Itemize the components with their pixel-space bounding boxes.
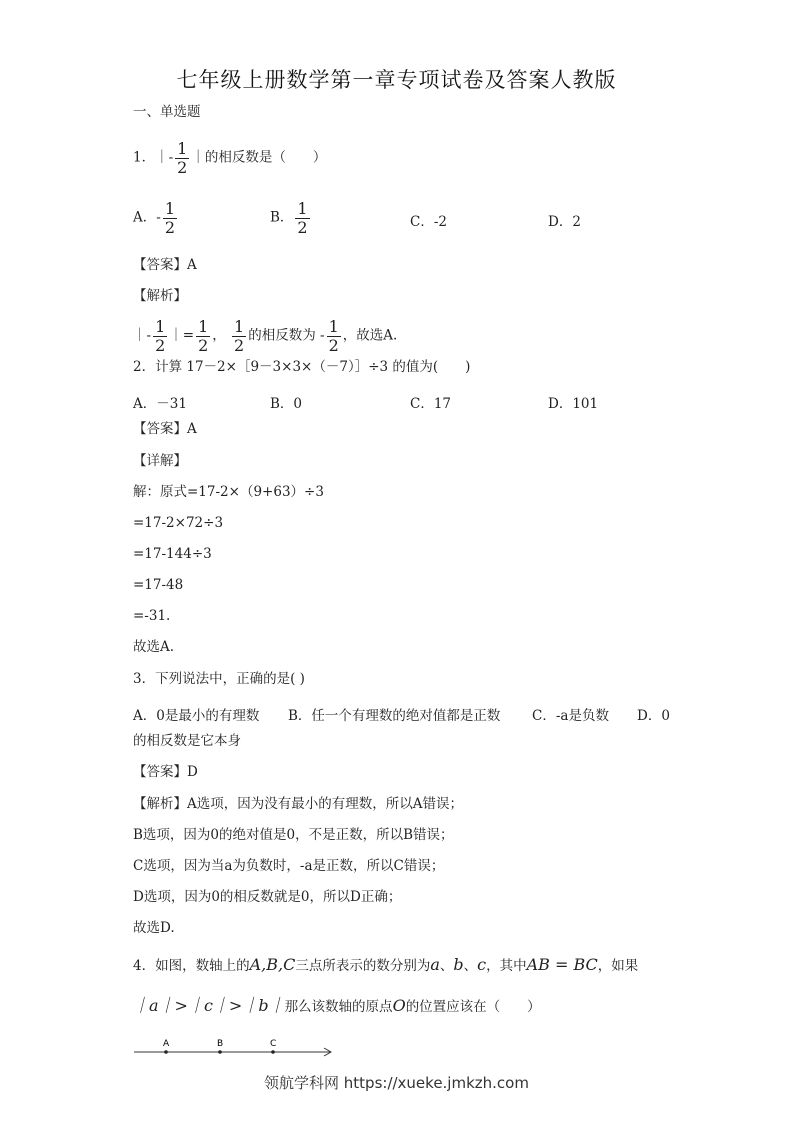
fraction: $\frac{1}{2}$ bbox=[177, 139, 188, 177]
q1-analysis: ｜- $\frac{1}{2}$ ｜= $\frac{1}{2}$ ， $\frac{1}{2}$ 的相反数为 - $\frac{1}{2}$ ，故选A. bbox=[133, 317, 398, 355]
q2-step: 解：原式=17-2×（9+63）÷3 bbox=[133, 484, 324, 500]
q3-analysis-line: B选项，因为0的绝对值是0，不是正数，所以B错误； bbox=[133, 827, 454, 843]
q2-option-a: A．－31 bbox=[133, 396, 187, 412]
q3-answer: 【答案】D bbox=[133, 764, 198, 780]
q3-option-a: A．0是最小的有理数 bbox=[133, 708, 260, 724]
point-b-label: B bbox=[217, 1039, 224, 1049]
q3-analysis-line: C选项，因为当a为负数时，-a是正数，所以C错误； bbox=[133, 858, 445, 874]
q2-answer: 【答案】A bbox=[133, 421, 197, 437]
q1-option-a: A．- $\frac{1}{2}$ bbox=[133, 199, 175, 237]
fraction: $\frac{1}{2}$ bbox=[234, 317, 245, 355]
q2-step: =17-2×72÷3 bbox=[133, 515, 224, 531]
document-title: 七年级上册数学第一章专项试卷及答案人教版 bbox=[176, 68, 617, 92]
point-c-dot bbox=[271, 1050, 275, 1054]
question-3-stem: 3．下列说法中，正确的是( ) bbox=[133, 671, 305, 687]
q1-option-c: C．-2 bbox=[410, 214, 447, 230]
q1-option-b: B． $\frac{1}{2}$ bbox=[270, 199, 308, 237]
fraction: $\frac{1}{2}$ bbox=[297, 199, 308, 237]
q2-option-c: C．17 bbox=[410, 396, 452, 412]
q2-option-b: B．0 bbox=[270, 396, 303, 412]
q3-analysis-line: 【解析】A选项，因为没有最小的有理数，所以A错误； bbox=[133, 796, 463, 812]
q3-analysis-line: D选项，因为0的相反数就是0，所以D正确； bbox=[133, 889, 402, 905]
point-b-dot bbox=[218, 1050, 222, 1054]
q2-step: =-31. bbox=[133, 608, 171, 624]
fraction: $\frac{1}{2}$ bbox=[164, 199, 175, 237]
fraction: $\frac{1}{2}$ bbox=[198, 317, 209, 355]
section-heading: 一、单选题 bbox=[133, 104, 201, 120]
point-a-dot bbox=[164, 1050, 168, 1054]
q2-option-d: D．101 bbox=[548, 396, 599, 412]
q2-step: =17-144÷3 bbox=[133, 546, 212, 562]
q2-detail-label: 【详解】 bbox=[133, 453, 187, 469]
question-1-stem: 1．｜- $\frac{1}{2}$ ｜的相反数是（ ） bbox=[133, 139, 327, 177]
q3-analysis-line: 故选D. bbox=[133, 920, 175, 936]
q3-option-d: D．0 bbox=[637, 708, 670, 724]
footer-watermark: 领航学科网 https://xueke.jmkzh.com bbox=[264, 1074, 529, 1092]
q3-option-c: C．-a是负数 bbox=[532, 708, 609, 724]
q3-option-b: B．任一个有理数的绝对值都是正数 bbox=[288, 708, 501, 724]
fraction: $\frac{1}{2}$ bbox=[155, 317, 166, 355]
number-line-figure bbox=[130, 1034, 340, 1060]
question-2-stem: 2．计算 17－2×［9－3×3×（－7）］÷3 的值为( ) bbox=[133, 359, 471, 375]
q2-step: =17-48 bbox=[133, 577, 184, 593]
question-4-stem: 4．如图，数轴上的A,B,C三点所表示的数分别为a、b、c，其中AB = BC，如果 bbox=[133, 955, 639, 974]
point-a-label: A bbox=[163, 1039, 170, 1049]
q1-answer: 【答案】A bbox=[133, 257, 197, 273]
point-c-label: C bbox=[270, 1039, 277, 1049]
q1-analysis-label: 【解析】 bbox=[133, 288, 187, 304]
q2-step: 故选A. bbox=[133, 639, 175, 655]
fraction: $\frac{1}{2}$ bbox=[328, 317, 339, 355]
question-4-stem-continued: ｜a｜>｜c｜>｜b｜那么该数轴的原点O的位置应该在（ ） bbox=[133, 996, 541, 1015]
q1-option-d: D．2 bbox=[548, 214, 581, 230]
q3-option-d-continued: 的相反数是它本身 bbox=[133, 733, 241, 749]
